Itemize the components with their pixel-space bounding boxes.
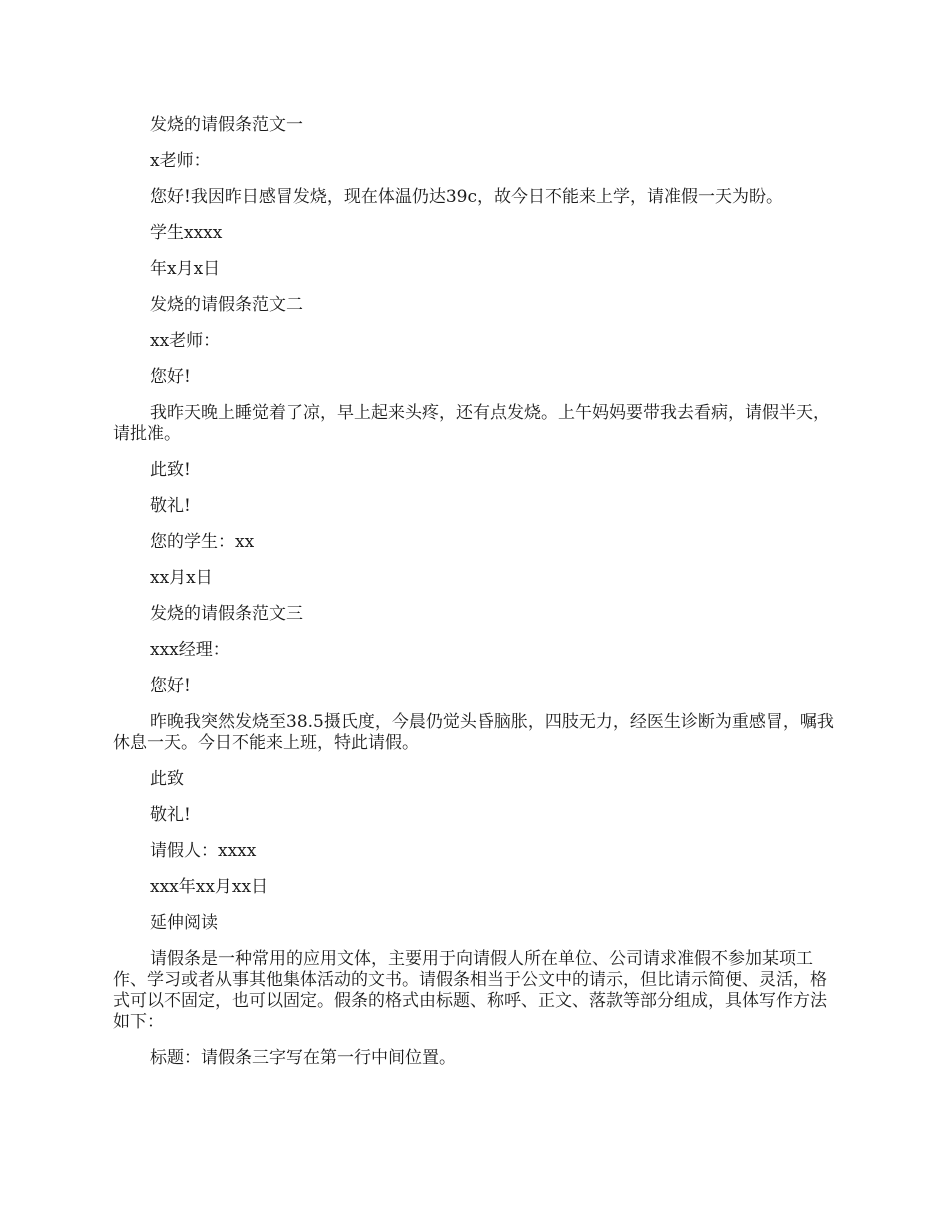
closing-2a: 此致! [150,460,191,480]
section-title-3: 发烧的请假条范文三 [150,604,303,624]
closing-2b: 敬礼! [150,496,191,516]
date-2: xx月x日 [150,568,213,588]
title-instruction: 标题：请假条三字写在第一行中间位置。 [150,1048,456,1068]
salutation-3: xxx经理： [150,640,230,660]
signature-3: 请假人：xxxx [150,841,257,861]
greeting-3: 您好! [150,676,191,696]
section-title-1: 发烧的请假条范文一 [150,115,303,135]
signature-2: 您的学生：xx [150,532,255,552]
date-1: 年x月x日 [150,259,221,279]
body-paragraph-1: 您好!我因昨日感冒发烧，现在体温仍达39c，故今日不能来上学，请准假一天为盼。 [150,187,783,207]
document-body [113,115,843,1084]
signature-1: 学生xxxx [150,223,223,243]
salutation-2: xx老师： [150,331,221,351]
closing-3a: 此致 [150,769,184,789]
body-paragraph-2: 我昨天晚上睡觉着了凉，早上起来头疼，还有点发烧。上午妈妈要带我去看病，请假半天，请批准。 [113,403,830,444]
greeting-2: 您好! [150,367,191,387]
salutation-1: x老师： [150,151,211,171]
body-paragraph-3: 昨晚我突然发烧至38.5摄氏度，今晨仍觉头昏脑胀，四肢无力，经医生诊断为重感冒，嘱我休息一天。今日不能来上班，特此请假。 [113,712,834,753]
section-title-2: 发烧的请假条范文二 [150,295,303,315]
date-3: xxx年xx月xx日 [150,877,269,897]
extended-reading-paragraph: 请假条是一种常用的应用文体，主要用于向请假人所在单位、公司请求准假不参加某项工作、学习或者从事其他集体活动的文书。请假条相当于公文中的请示，但比请示简便、灵活，格式可以不固定，也可以固定。假条的格式由标题、称呼、正文、落款等部分组成，具体写作方法如下： [113,949,827,1032]
extended-reading-title: 延伸阅读 [150,913,218,933]
closing-3b: 敬礼! [150,805,191,825]
